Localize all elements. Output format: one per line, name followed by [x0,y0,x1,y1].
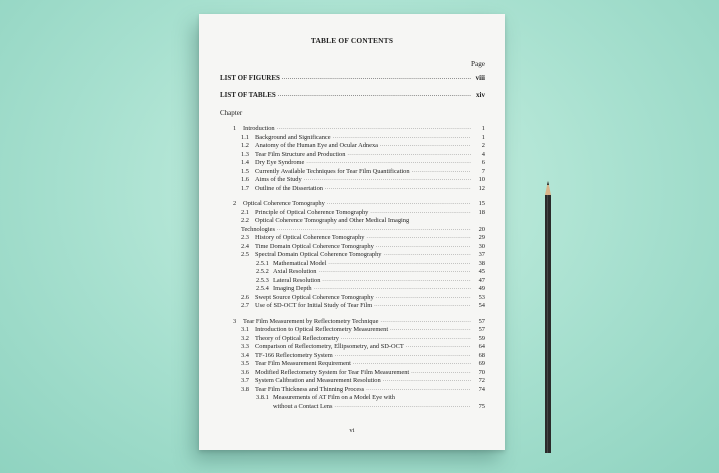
entry-page: 49 [478,285,485,292]
entry-page: 37 [478,251,485,258]
entry-page: 20 [478,225,485,233]
entry-number: 2.4 [241,242,249,250]
entry-title: Mathematical Model [273,259,327,267]
entry-title: Theory of Optical Reflectometry [255,334,339,342]
entry-page: 72 [478,377,485,384]
entry-title: Background and Significance [255,133,331,141]
entry-page: 29 [478,234,485,241]
entry-title: Tear Film Measurement Requirement [255,360,351,367]
entry-page: 7 [481,167,485,175]
entry-title: Tear Film Structure and Production [255,150,346,158]
leader-dots [278,91,471,100]
entry-title: without a Contact Lens [273,402,333,410]
entry-number: 2 [233,200,237,207]
entry-number: 2.5.4 [256,285,269,292]
list-entry [220,74,485,83]
entry-page: 1 [481,125,485,132]
entry-number: 1.5 [241,167,249,175]
section-entry [241,184,485,193]
entry-number: 2.1 [241,208,249,216]
entry-page: 69 [478,360,485,367]
entry-page: 53 [478,293,485,301]
entry-title: Outline of the Dissertation [255,184,323,192]
entry-title: History of Optical Coherence Tomography [255,234,365,241]
entry-title: Time Domain Optical Coherence Tomography [255,242,374,250]
toc-title: TABLE OF CONTENTS [310,36,394,45]
entry-title: Use of SD-OCT for Initial Study of Tear Film [255,302,373,309]
entry-title: Tear Film Thickness and Thinning Process [255,385,365,393]
page-column-header: Page [471,60,485,68]
entry-page: 2 [481,142,485,149]
entry-number: 1.2 [241,142,249,149]
entry-number: 3.1 [241,326,249,333]
entry-title: Comparison of Reflectometry, Ellipsometry, and SD-OCT [255,343,404,350]
entry-title: LIST OF TABLES [220,91,276,99]
entry-page: 4 [481,150,485,158]
entry-page: 64 [478,343,485,350]
entry-title: System Calibration and Measurement Resolution [255,377,381,384]
entry-page: 59 [478,334,485,342]
entry-title: Swept Source Optical Coherence Tomography [255,293,374,301]
entry-number: 2.5 [241,251,249,258]
entry-page: xiv [476,91,485,99]
page-number: vi [349,427,355,434]
entry-page: 70 [478,368,485,376]
list-entry [220,91,485,100]
entry-number: 2.5.1 [256,259,269,267]
entry-number: 3.8.1 [256,394,269,401]
entry-title: Aims of the Study [255,176,302,183]
leader-dots [374,301,471,310]
entry-page: 18 [478,208,485,216]
entry-page: 45 [478,268,485,275]
entry-number: 3.5 [241,360,249,367]
entry-title: Anatomy of the Human Eye and Ocular Adnexa [255,142,378,149]
leader-dots [282,74,471,83]
entry-number: 3.6 [241,368,249,376]
entry-title: Axial Resolution [273,268,317,275]
entry-page: 1 [481,133,485,141]
entry-title: Modified Reflectometry System for Tear Film Measurement [255,368,410,376]
section-entry [241,301,485,310]
entry-title: Optical Coherence Tomography [243,200,325,207]
pencil-lead [547,181,549,185]
entry-number: 3.2 [241,334,249,342]
entry-number: 3 [233,317,237,325]
entry-page: 54 [478,302,485,309]
entry-page: 57 [478,317,485,325]
entry-title: Measurements of AT Film on a Model Eye with [273,394,395,401]
entry-title: Dry Eye Syndrome [255,159,305,166]
entry-page: 68 [478,351,485,359]
entry-number: 1.1 [241,133,249,141]
entry-title: Optical Coherence Tomography and Other Medical Imaging [255,217,410,224]
document-page [199,14,505,450]
leader-dots [334,402,471,411]
entry-title: TF-166 Reflectometry System [255,351,333,359]
entry-number: 2.7 [241,302,249,309]
entry-title: Introduction [243,125,275,132]
pencil-image [542,181,554,453]
entry-number: 1 [233,125,237,132]
entry-page: 6 [481,159,485,166]
entry-page: 10 [478,176,485,183]
leader-dots [325,184,471,193]
entry-number: 2.3 [241,234,249,241]
entry-number: 3.7 [241,377,249,384]
entry-page: 12 [478,184,485,192]
entry-page: viii [475,74,485,82]
entry-page: 47 [478,276,485,284]
section-entry [273,402,485,411]
entry-title: Introduction to Optical Reflectometry Measurement [255,326,389,333]
entry-title: Technologies [241,225,275,233]
entry-page: 74 [478,385,485,393]
chapter-label: Chapter [220,109,243,117]
entry-number: 1.4 [241,159,249,166]
entry-number: 1.6 [241,176,249,183]
entry-page: 38 [478,259,485,267]
entry-title: Spectral Domain Optical Coherence Tomography [255,251,382,258]
entry-page: 75 [478,402,485,410]
entry-title: Tear Film Measurement by Reflectometry Technique [243,317,379,325]
entry-number: 3.8 [241,385,249,393]
entry-page: 15 [478,200,485,207]
entry-title: LIST OF FIGURES [220,74,280,82]
entry-number: 3.4 [241,351,249,359]
entry-number: 1.3 [241,150,249,158]
entry-number: 1.7 [241,184,249,192]
entry-number: 2.5.3 [256,276,269,284]
entry-number: 2.6 [241,293,249,301]
entry-title: Currently Available Techniques for Tear Film Quantification [255,167,410,175]
entry-title: Principle of Optical Coherence Tomography [255,208,369,216]
entry-title: Lateral Resolution [273,276,321,284]
entry-page: 30 [478,242,485,250]
entry-number: 2.5.2 [256,268,269,275]
entry-number: 3.3 [241,343,249,350]
entry-page: 57 [478,326,485,333]
entry-title: Imaging Depth [273,285,312,292]
entry-number: 2.2 [241,217,249,224]
